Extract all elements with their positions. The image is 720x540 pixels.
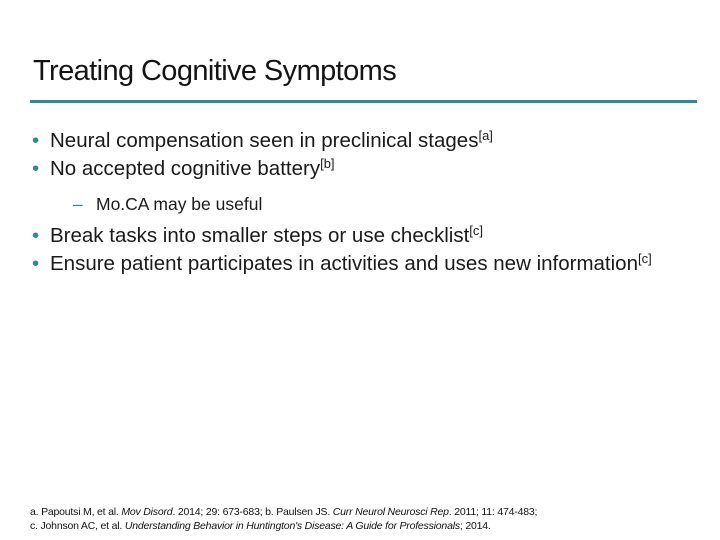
ref-c-authors: c. Johnson AC, et al. (30, 520, 125, 532)
sub-bullet-item (30, 192, 690, 216)
bullet-dot-icon: • (32, 157, 40, 180)
slide-title: Treating Cognitive Symptoms (33, 55, 397, 87)
reference-line (30, 519, 710, 533)
sub-bullet-dash-icon: – (73, 194, 83, 214)
citation-ref: [c] (637, 251, 652, 266)
bullet-text: Neural compensation seen in preclinical stages (50, 129, 479, 152)
bullet-item (30, 155, 690, 183)
citation-ref: [c] (469, 223, 484, 238)
ref-b-journal: Curr Neurol Neurosci Rep (332, 506, 449, 518)
bullet-list (30, 127, 690, 278)
sub-bullet-text: Mo.CA may be useful (96, 194, 263, 214)
ref-c-details: ; 2014. (459, 520, 491, 532)
ref-b-details: . 2011; 11: 474-483; (448, 506, 538, 518)
bullet-dot-icon: • (32, 129, 40, 152)
bullet-dot-icon: • (32, 224, 40, 247)
bullet-text: No accepted cognitive battery (50, 157, 321, 180)
references (30, 505, 710, 533)
reference-line (30, 505, 710, 519)
bullet-text: Break tasks into smaller steps or use checklist (50, 224, 470, 247)
bullet-dot-icon: • (32, 252, 40, 275)
citation-ref: [b] (320, 156, 335, 171)
ref-a-authors: a. Papoutsi M, et al. (30, 506, 122, 518)
citation-ref: [a] (478, 128, 493, 143)
bullet-item (30, 222, 690, 250)
bullet-item (30, 127, 690, 155)
ref-a-journal: Mov Disord (121, 506, 173, 518)
title-underline (30, 100, 697, 103)
ref-c-title: Understanding Behavior in Huntington's Disease: A Guide for Professionals (124, 520, 460, 532)
bullet-text: Ensure patient participates in activities and uses new information (50, 252, 638, 275)
ref-a-details: . 2014; 29: 673-683; (172, 506, 266, 518)
bullet-item (30, 250, 690, 278)
ref-b-authors: b. Paulsen JS. (265, 506, 333, 518)
